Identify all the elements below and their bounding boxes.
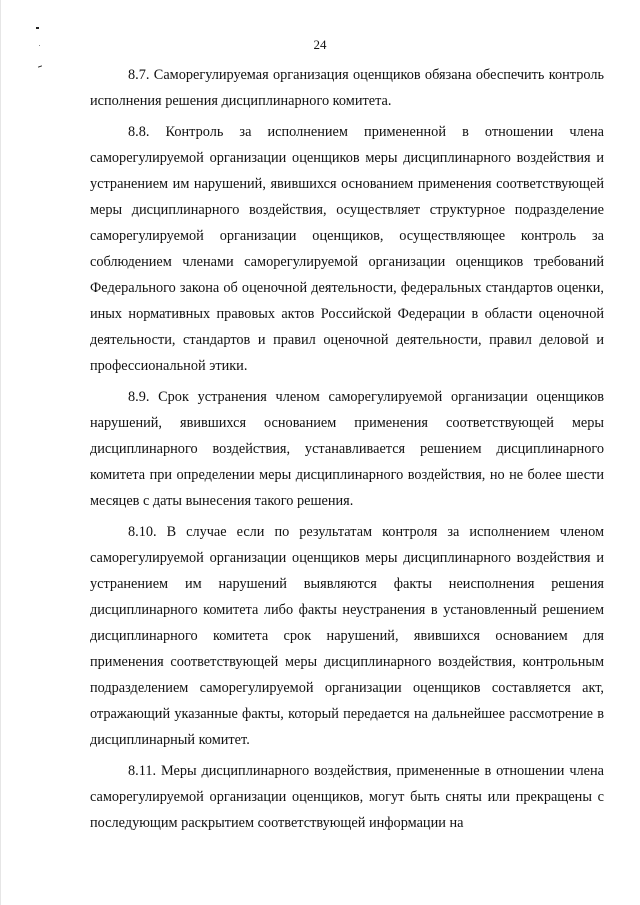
paragraph-8-8: 8.8. Контроль за исполнением примененной в отношении члена саморегулируемой организации оценщиков меры дисциплинарного воздействия и устранением им нарушений, явившихся основанием применения соответствующей меры дисциплинарного воздействия, осуществляет структурное подразделение саморегулируемой организации оценщиков, осуществляющее контроль за соблюдением членами саморегулируемой организации оценщиков требований Федерального закона об оценочной деятельности, федеральных стандартов оценки, иных нормативных правовых актов Российской Федерации в области оценочной деятельности, стандартов и правил оценочной деятельности, правил деловой и профессиональной этики. [90,124,604,374]
scan-artifact-mark [36,27,39,29]
document-body [90,62,604,841]
paragraph-8-7: 8.7. Саморегулируемая организация оценщиков обязана обеспечить контроль исполнения решения дисциплинарного комитета. [90,67,604,109]
scan-artifact-mark [38,65,42,67]
page-number: 24 [313,37,327,52]
scan-edge-line [0,0,1,905]
paragraph-8-9: 8.9. Срок устранения членом саморегулируемой организации оценщиков нарушений, явившихся основанием применения соответствующей меры дисциплинарного воздействия, устанавливается решением дисциплинарного комитета при определении меры дисциплинарного воздействия, но не более шести месяцев с даты вынесения такого решения. [90,389,604,509]
paragraph-8-11: 8.11. Меры дисциплинарного воздействия, примененные в отношении члена саморегулируемой организации оценщиков, могут быть сняты или прекращены с последующим раскрытием соответствующей информации на [90,763,604,831]
paragraph-8-10: 8.10. В случае если по результатам контроля за исполнением членом саморегулируемой организации оценщиков меры дисциплинарного воздействия и устранением им нарушений выявляются факты неисполнения решения дисциплинарного комитета либо факты неустранения в установленный решением дисциплинарного комитета срок нарушений, явившихся основанием для применения соответствующей меры дисциплинарного воздействия, контрольным подразделением саморегулируемой организации оценщиков составляется акт, отражающий указанные факты, который передается на дальнейшее рассмотрение в дисциплинарный комитет. [90,524,604,748]
